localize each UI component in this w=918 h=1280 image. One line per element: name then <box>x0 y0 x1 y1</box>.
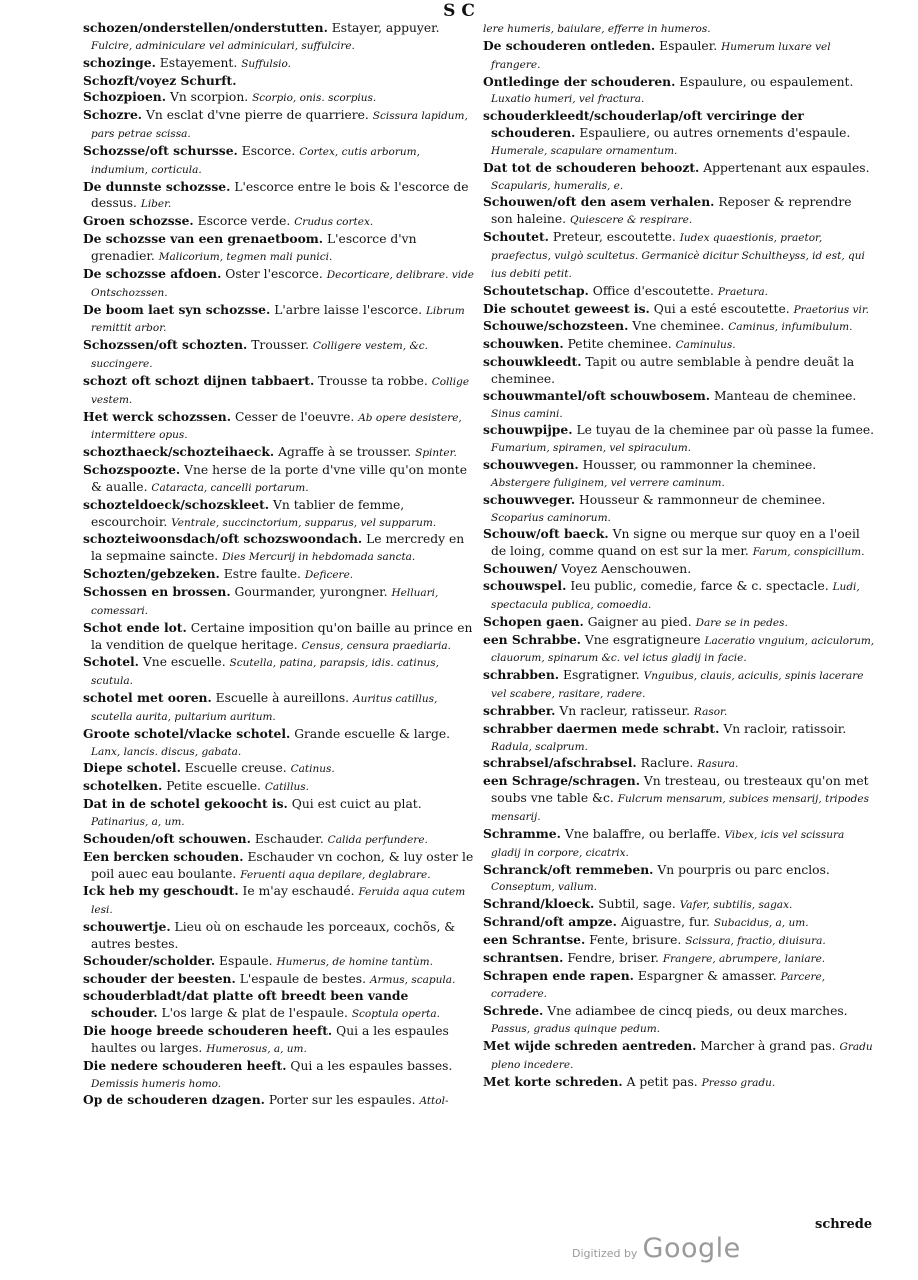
entry-french: Qui a les espaules basses. <box>290 1058 453 1073</box>
entry-headword: Schrand/kloeck. <box>483 896 595 912</box>
dictionary-entry <box>83 266 476 302</box>
entry-headword: Schramme. <box>483 825 561 841</box>
entry-headword: schrabsel/afschrabsel. <box>483 755 637 771</box>
entry-french: Vn tresteau, ou tresteaux qu'on met soubs vne table &c. <box>491 774 869 806</box>
entry-latin: Liber. <box>140 198 172 211</box>
dictionary-entry <box>483 422 876 457</box>
entry-french: Housser, ou rammonner la cheminee. <box>582 458 817 473</box>
entry-french: Ie m'ay eschaudé. <box>242 884 355 899</box>
entry-headword: Diepe schotel. <box>83 760 181 776</box>
entry-french: Marcher à grand pas. <box>700 1038 836 1053</box>
entry-headword: Schrede. <box>483 1003 544 1019</box>
entry-headword: schouwmantel/oft schouwbosem. <box>483 387 711 403</box>
entry-latin: Parcere, corradere. <box>491 970 826 1001</box>
entry-french: Office d'escoutette. <box>592 283 714 298</box>
entry-headword: Schozten/gebzeken. <box>83 566 220 582</box>
dictionary-entry <box>83 143 476 179</box>
entry-headword: Schozft/voyez Schurft. <box>83 72 237 88</box>
entry-latin: Humerus, de homine tantùm. <box>276 955 433 968</box>
entry-headword: Schoutetschap. <box>483 282 589 298</box>
entry-french: Trousse ta robbe. <box>318 373 428 388</box>
dictionary-entry <box>483 229 876 283</box>
dictionary-entry <box>483 1074 876 1092</box>
entry-headword: Schrapen ende rapen. <box>483 967 634 983</box>
dictionary-entry <box>483 896 876 914</box>
dictionary-entry <box>83 531 476 566</box>
entry-latin: Auritus catillus, scutella aurita, pultarium auritum. <box>91 693 438 723</box>
entry-headword: schozt oft schozt dijnen tabbaert. <box>83 372 315 388</box>
entry-latin: Deficere. <box>304 569 354 582</box>
entry-headword: Schouwen/ <box>483 561 558 577</box>
entry-headword: schrabben. <box>483 667 560 683</box>
entry-headword: schozteldoeck/schozskleet. <box>83 496 270 512</box>
entry-latin: Gradu pleno incedere. <box>491 1040 873 1071</box>
entry-latin: Feruenti aqua depilare, deglabrare. <box>240 868 431 881</box>
entry-latin: Ab opere desistere, intermittere opus. <box>91 411 462 442</box>
dictionary-entry <box>483 773 876 826</box>
watermark-prefix: Digitized by <box>572 1247 638 1260</box>
dictionary-entry <box>483 914 876 932</box>
entry-french: Qui a les espaules haultes ou larges. <box>91 1024 449 1055</box>
dictionary-entry <box>483 318 876 336</box>
entry-headword: Groen schozsse. <box>83 213 194 229</box>
entry-headword: De boom laet syn schozsse. <box>83 301 271 317</box>
entry-latin: Collige vestem. <box>91 375 470 406</box>
dictionary-entry <box>483 614 876 632</box>
entry-french: Ieu public, comedie, farce & c. spectacle. <box>570 579 829 593</box>
entry-headword: Ontledinge der schouderen. <box>483 73 676 89</box>
entry-headword: schouwveger. <box>483 491 576 507</box>
dictionary-entry <box>483 721 876 756</box>
entry-headword: Schossen en brossen. <box>83 584 231 599</box>
digitized-watermark <box>572 1233 741 1264</box>
entry-latin: Subacidus, a, um. <box>713 917 809 930</box>
entry-latin: Sinus camini. <box>491 407 563 420</box>
entry-headword: Schouwen/oft den asem verhalen. <box>483 194 715 210</box>
entry-headword: Met wijde schreden aentreden. <box>483 1037 697 1053</box>
entry-headword: een Schrage/schragen. <box>483 773 640 789</box>
entry-french: Vne adiambee de cincq pieds, ou deux marches. <box>547 1004 848 1019</box>
entry-headword: Schoutet. <box>483 229 549 245</box>
entry-headword: Op de schouderen dzagen. <box>83 1092 265 1108</box>
entry-french: Vne cheminee. <box>632 319 725 334</box>
entry-french: L'escorce d'vn grenadier. <box>91 232 417 263</box>
entry-french: Espaule. <box>219 953 273 968</box>
entry-french: Gourmander, yurongner. <box>234 585 388 599</box>
dictionary-entry <box>83 654 476 690</box>
entry-french: Vne herse de la porte d'vne ville qu'on monte & aualle. <box>91 463 468 494</box>
dictionary-entry <box>483 578 876 614</box>
entry-latin: lere humeris, baiulare, efferre in humeros. <box>483 23 711 35</box>
dictionary-entry <box>83 883 476 919</box>
dictionary-entry <box>483 301 876 319</box>
entry-latin: Caminus, infumibulum. <box>728 321 853 334</box>
entry-french: Escuelle à aureillons. <box>215 691 350 706</box>
entry-latin: Census, censura praediaria. <box>301 639 451 652</box>
entry-headword: Dat in de schotel gekoocht is. <box>83 796 288 812</box>
entry-headword: Die schoutet geweest is. <box>483 300 650 316</box>
dictionary-entry <box>83 107 476 143</box>
entry-latin: Patinarius, a, um. <box>91 815 185 828</box>
entry-french: Manteau de cheminee. <box>713 388 857 403</box>
entry-latin: Scoptula operta. <box>351 1008 440 1021</box>
dictionary-entry <box>483 932 876 950</box>
entry-latin: Cataracta, cancelli portarum. <box>151 481 309 494</box>
entry-latin: Cortex, cutis arborum, indumium, corticula. <box>91 145 420 176</box>
entry-french: Housseur & rammonneur de cheminee. <box>579 492 826 507</box>
entry-headword: Schozre. <box>83 107 143 123</box>
dictionary-entry <box>83 971 476 989</box>
dictionary-entry <box>483 336 876 354</box>
entry-french: Vne balaffre, ou berlaffe. <box>564 826 721 841</box>
entry-french: Preteur, escoutette. <box>552 230 676 245</box>
dictionary-entry <box>83 231 476 266</box>
entry-french: Espauliere, ou autres ornements d'espaule. <box>579 126 851 141</box>
right-column <box>483 20 876 1091</box>
entry-latin: Armus, scapula. <box>369 973 456 986</box>
dictionary-entry <box>83 462 476 497</box>
entry-headword: schouwspel. <box>483 578 567 593</box>
entry-headword: schouderkleedt/schouderlap/oft verciringe der schouderen. <box>483 108 804 141</box>
entry-latin: Humerosus, a, um. <box>206 1042 307 1055</box>
entry-latin: Suffulsio. <box>241 57 291 70</box>
entry-french: Agraffe à se trousser. <box>278 445 412 460</box>
entry-headword: Schozssen/oft schozten. <box>83 337 248 353</box>
dictionary-entry <box>483 667 876 703</box>
entry-french: Cesser de l'oeuvre. <box>234 409 355 424</box>
entry-latin: Conseptum, vallum. <box>491 881 598 894</box>
entry-french: Eschauder vn cochon, & luy oster le poil auec eau boulante. <box>91 849 474 881</box>
dictionary-entry <box>83 213 476 231</box>
entry-headword: Schouw/oft baeck. <box>483 526 609 542</box>
entry-latin: Demissis humeris homo. <box>91 1077 222 1090</box>
entry-latin: Scoparius caminorum. <box>491 511 611 524</box>
dictionary-entry <box>83 690 476 726</box>
dictionary-entry <box>83 831 476 849</box>
entry-french: Appertenant aux espaules. <box>703 160 870 175</box>
entry-headword: schouwpijpe. <box>483 422 573 438</box>
entry-latin: Dies Mercurij in hebdomada sancta. <box>222 551 416 564</box>
entry-french: Gaigner au pied. <box>587 614 692 629</box>
entry-latin: Humerale, scapulare ornamentum. <box>491 144 678 157</box>
entry-french: Subtil, sage. <box>598 897 676 912</box>
entry-headword: Schouder/scholder. <box>83 952 216 968</box>
entry-headword: Schozsse/oft schursse. <box>83 142 238 158</box>
entry-latin: Catinus. <box>290 763 335 776</box>
entry-headword: Groote schotel/vlacke schotel. <box>83 725 291 741</box>
dictionary-entry <box>483 755 876 773</box>
dictionary-entry <box>83 620 476 655</box>
entry-latin: Fulcire, adminiculare vel adminiculari, suffulcire. <box>91 39 355 52</box>
entry-latin: Scapularis, humeralis, e. <box>491 179 624 192</box>
dictionary-entry <box>83 953 476 971</box>
entry-latin: Luxatio humeri, vel fractura. <box>491 93 645 106</box>
dictionary-entry <box>83 849 476 884</box>
entry-latin: Vafer, subtilis, sagax. <box>679 899 793 912</box>
entry-french: Le mercredy en la sepmaine saincte. <box>91 532 465 564</box>
dictionary-entry <box>483 20 876 38</box>
entry-french: Voyez Aenschouwen. <box>561 562 692 577</box>
entry-latin: Passus, gradus quinque pedum. <box>491 1023 661 1036</box>
entry-french: Esgratigner. <box>562 668 640 683</box>
entry-headword: schouwertje. <box>83 919 171 935</box>
entry-headword: Schopen gaen. <box>483 613 584 629</box>
entry-french: Raclure. <box>640 756 694 771</box>
entry-headword: schotel met ooren. <box>83 690 212 706</box>
dictionary-entry <box>83 1023 476 1058</box>
entry-latin: Spinter. <box>415 447 457 460</box>
entry-headword: Schranck/oft remmeben. <box>483 861 654 877</box>
entry-french: Escorce. <box>241 143 296 158</box>
entry-headword: Schozspoozte. <box>83 462 181 478</box>
entry-french: Escuelle creuse. <box>184 761 287 776</box>
entry-latin: Feruida aqua cutem lesi. <box>91 886 466 917</box>
entry-french: Porter sur les espaules. <box>268 1093 416 1108</box>
entry-headword: De schouderen ontleden. <box>483 37 656 53</box>
dictionary-entry <box>483 826 876 862</box>
dictionary-entry <box>483 632 876 668</box>
entry-headword: Het werck schozssen. <box>83 408 232 424</box>
entry-latin: Scissura, fractio, diuisura. <box>685 934 826 947</box>
entry-headword: schotelken. <box>83 778 163 794</box>
entry-latin: Calida perfundere. <box>327 833 428 846</box>
entry-headword: De schozsse afdoen. <box>83 265 222 281</box>
entry-latin: Praetorius vir. <box>793 303 870 316</box>
entry-french: L'escorce entre le bois & l'escorce de dessus. <box>91 179 469 211</box>
entry-latin: Lanx, lancis. discus, gabata. <box>91 745 242 758</box>
page-header: S C <box>443 1 475 21</box>
entry-latin: Vnguibus, clauis, aciculis, spinis lacerare vel scabere, rasitare, radere. <box>491 670 864 701</box>
entry-french: L'arbre laisse l'escorce. <box>274 302 423 317</box>
entry-french: Espargner & amasser. <box>637 968 777 983</box>
entry-french: Certaine imposition qu'on baille au prince en la vendition de quelque heritage. <box>91 620 473 652</box>
entry-latin: Scorpio, onis. scorpius. <box>252 92 377 105</box>
dictionary-entry <box>83 726 476 761</box>
entry-latin: Rasor. <box>693 705 728 718</box>
dictionary-entry <box>83 778 476 796</box>
dictionary-entry <box>483 108 876 160</box>
dictionary-entry <box>83 20 476 55</box>
entry-headword: schozthaeck/schozteihaeck. <box>83 444 275 460</box>
entry-french: Vn tablier de femme, escourchoir. <box>91 497 405 529</box>
dictionary-entry <box>483 950 876 968</box>
dictionary-entry <box>483 1003 876 1038</box>
entry-french: Vn scorpion. <box>169 90 249 105</box>
entry-latin: Decorticare, delibrare. vide Ontschozssen. <box>91 268 475 299</box>
dictionary-entry <box>483 38 876 74</box>
entry-latin: Scutella, patina, parapsis, idis. catinus, scutula. <box>91 657 439 688</box>
entry-headword: schozinge. <box>83 54 156 70</box>
dictionary-entry <box>83 55 476 73</box>
dictionary-entry <box>483 526 876 561</box>
dictionary-entry <box>83 919 476 953</box>
dictionary-entry <box>483 703 876 721</box>
entry-latin: Attol- <box>419 1095 449 1108</box>
entry-latin: Iudex quaestionis, praetor, praefectus, vulgò scultetus. Germanicè dicitur Schultheyss, id est, qui ius debiti petit. <box>491 232 865 280</box>
entry-latin: Librum remittit arbor. <box>91 304 465 335</box>
dictionary-entry <box>83 1058 476 1093</box>
dictionary-entry <box>483 388 876 423</box>
entry-headword: De dunnste schozsse. <box>83 178 231 194</box>
entry-latin: Quiescere & respirare. <box>569 214 693 227</box>
entry-french: Estayer, appuyer. <box>331 21 440 35</box>
dictionary-entry <box>83 302 476 338</box>
entry-headword: Die hooge breede schouderen heeft. <box>83 1023 333 1039</box>
entry-french: Lieu où on eschaude les porceaux, cochõs, & autres bestes. <box>91 920 456 951</box>
dictionary-entry <box>83 337 476 373</box>
entry-french: Grande escuelle & large. <box>294 726 451 741</box>
entry-headword: schozen/onderstellen/onderstutten. <box>83 20 328 35</box>
entry-headword: Schrand/oft ampze. <box>483 914 617 930</box>
entry-latin: Radula, scalprum. <box>491 740 588 753</box>
entry-french: Petite cheminee. <box>567 337 672 352</box>
dictionary-entry <box>83 497 476 532</box>
entry-headword: Schot ende lot. <box>83 619 187 635</box>
dictionary-entry <box>83 584 476 620</box>
entry-latin: Catillus. <box>264 781 309 794</box>
dictionary-entry <box>83 179 476 214</box>
entry-french: Vn pourpris ou parc enclos. <box>657 862 830 877</box>
entry-latin: Ventrale, succinctorium, supparus, vel supparum. <box>171 516 437 529</box>
dictionary-entry <box>83 89 476 107</box>
entry-latin: Caminulus. <box>675 339 736 352</box>
entry-latin: Helluari, comessari. <box>91 587 439 617</box>
entry-latin: Colligere vestem, &c. succingere. <box>91 340 429 371</box>
entry-headword: Schozpioen. <box>83 89 167 105</box>
entry-headword: schouwkleedt. <box>483 354 582 370</box>
dictionary-entry <box>83 1092 476 1110</box>
entry-french: Petite escuelle. <box>166 779 261 794</box>
entry-latin: Fumarium, spiramen, vel spiraculum. <box>491 442 692 455</box>
dictionary-entry <box>483 561 876 578</box>
dictionary-entry <box>483 862 876 897</box>
entry-latin: Frangere, abrumpere, laniare. <box>662 952 826 965</box>
entry-latin: Vibex, icis vel scissura gladij in corpore, cicatrix. <box>491 828 845 859</box>
dictionary-entry <box>83 73 476 90</box>
dictionary-entry <box>483 283 876 301</box>
entry-latin: Farum, conspicillum. <box>752 546 865 559</box>
dictionary-entry <box>83 444 476 462</box>
entry-latin: Rasura. <box>697 758 739 771</box>
dictionary-entry <box>83 409 476 445</box>
entry-french: Fente, brisure. <box>589 932 682 947</box>
entry-french: Espaulure, ou espaulement. <box>679 74 854 89</box>
entry-headword: een Schrabbe. <box>483 631 581 647</box>
entry-french: Reposer & reprendre son haleine. <box>491 195 852 227</box>
entry-french: Qui est cuict au plat. <box>291 797 422 812</box>
entry-french: Estayement. <box>159 55 238 70</box>
dictionary-entry <box>483 74 876 109</box>
entry-headword: Schouwe/schozsteen. <box>483 318 629 334</box>
dictionary-entry <box>483 968 876 1004</box>
watermark-brand: Google <box>642 1233 741 1264</box>
entry-headword: schouwvegen. <box>483 457 579 473</box>
dictionary-entry <box>83 566 476 584</box>
entry-french: Trousser. <box>251 338 309 353</box>
entry-latin: Fulcrum mensarum, subices mensarij, tripodes mensarij. <box>491 793 869 823</box>
dictionary-entry <box>483 1038 876 1074</box>
entry-headword: schouwken. <box>483 336 564 352</box>
entry-latin: Dare se in pedes. <box>695 616 788 629</box>
entry-headword: Dat tot de schouderen behoozt. <box>483 159 700 175</box>
entry-french: Tapit ou autre semblable à pendre deuãt la cheminee. <box>491 355 855 386</box>
dictionary-entry <box>483 492 876 527</box>
entry-latin: Laceratio vnguium, aciculorum, clauorum, spinarum &c. vel ictus gladij in facie. <box>491 634 875 665</box>
entry-headword: Schotel. <box>83 654 139 670</box>
entry-french: Eschauder. <box>254 831 324 846</box>
entry-headword: schrabber. <box>483 702 556 718</box>
entry-french: Qui a esté escoutette. <box>653 301 790 316</box>
entry-latin: Scissura lapidum, pars petrae scissa. <box>91 110 468 141</box>
entry-headword: Met korte schreden. <box>483 1073 623 1089</box>
dictionary-entry <box>483 457 876 492</box>
entry-latin: Crudus cortex. <box>294 216 374 229</box>
dictionary-entry <box>83 373 476 409</box>
entry-headword: schouder der beesten. <box>83 970 236 986</box>
entry-latin: Praetura. <box>717 285 769 298</box>
entry-headword: Een bercken schouden. <box>83 848 244 864</box>
entry-french: Vn esclat d'vne pierre de quarriere. <box>146 108 369 123</box>
entry-french: Oster l'escorce. <box>225 266 323 281</box>
entry-latin: Presso gradu. <box>701 1076 776 1089</box>
entry-latin: Abstergere fuliginem, vel verrere caminum. <box>491 476 725 489</box>
entry-headword: schouderbladt/dat platte oft breedt been vande schouder. <box>83 988 409 1021</box>
entry-headword: schozteiwoonsdach/oft schozswoondach. <box>83 531 363 547</box>
entry-french: Vn racloir, ratissoir. <box>723 721 847 736</box>
entry-french: Vn signe ou merque sur quoy en a l'oeil de loing, comme quand on est sur la mer. <box>491 527 860 559</box>
dictionary-entry <box>483 194 876 229</box>
entry-french: Vne esgratigneure <box>584 632 701 647</box>
entry-french: A petit pas. <box>626 1074 698 1089</box>
dictionary-entry <box>483 354 876 388</box>
entry-headword: een Schrantse. <box>483 931 586 947</box>
entry-headword: schrabber daermen mede schrabt. <box>483 720 720 736</box>
entry-latin: Malicorium, tegmen mali punici. <box>158 250 333 263</box>
dictionary-entry <box>83 796 476 831</box>
entry-french: L'espaule de bestes. <box>239 971 367 986</box>
entry-headword: De schozsse van een grenaetboom. <box>83 231 324 247</box>
dictionary-entry <box>83 760 476 778</box>
entry-french: Espauler. <box>659 38 718 53</box>
dictionary-entry <box>483 160 876 195</box>
entry-headword: Schouden/oft schouwen. <box>83 830 251 846</box>
entry-french: Vn racleur, ratisseur. <box>559 703 690 718</box>
left-column <box>83 20 476 1110</box>
entry-french: Fendre, briser. <box>567 950 659 965</box>
dictionary-entry <box>83 988 476 1023</box>
entry-french: Vne escuelle. <box>142 655 226 670</box>
catchword: schrede <box>815 1217 873 1232</box>
entry-headword: schrantsen. <box>483 949 564 965</box>
entry-headword: Ick heb my geschoudt. <box>83 883 239 899</box>
entry-french: L'os large & plat de l'espaule. <box>161 1006 348 1021</box>
entry-french: Aiguastre, fur. <box>620 915 710 930</box>
entry-french: Estre faulte. <box>223 567 301 582</box>
entry-french: Escorce verde. <box>197 214 291 229</box>
entry-latin: Ludi, spectacula publica, comoedia. <box>491 581 860 611</box>
entry-headword: Die nedere schouderen heeft. <box>83 1057 287 1073</box>
entry-latin: Humerum luxare vel frangere. <box>491 40 831 71</box>
entry-french: Le tuyau de la cheminee par où passe la fumee. <box>576 423 875 438</box>
